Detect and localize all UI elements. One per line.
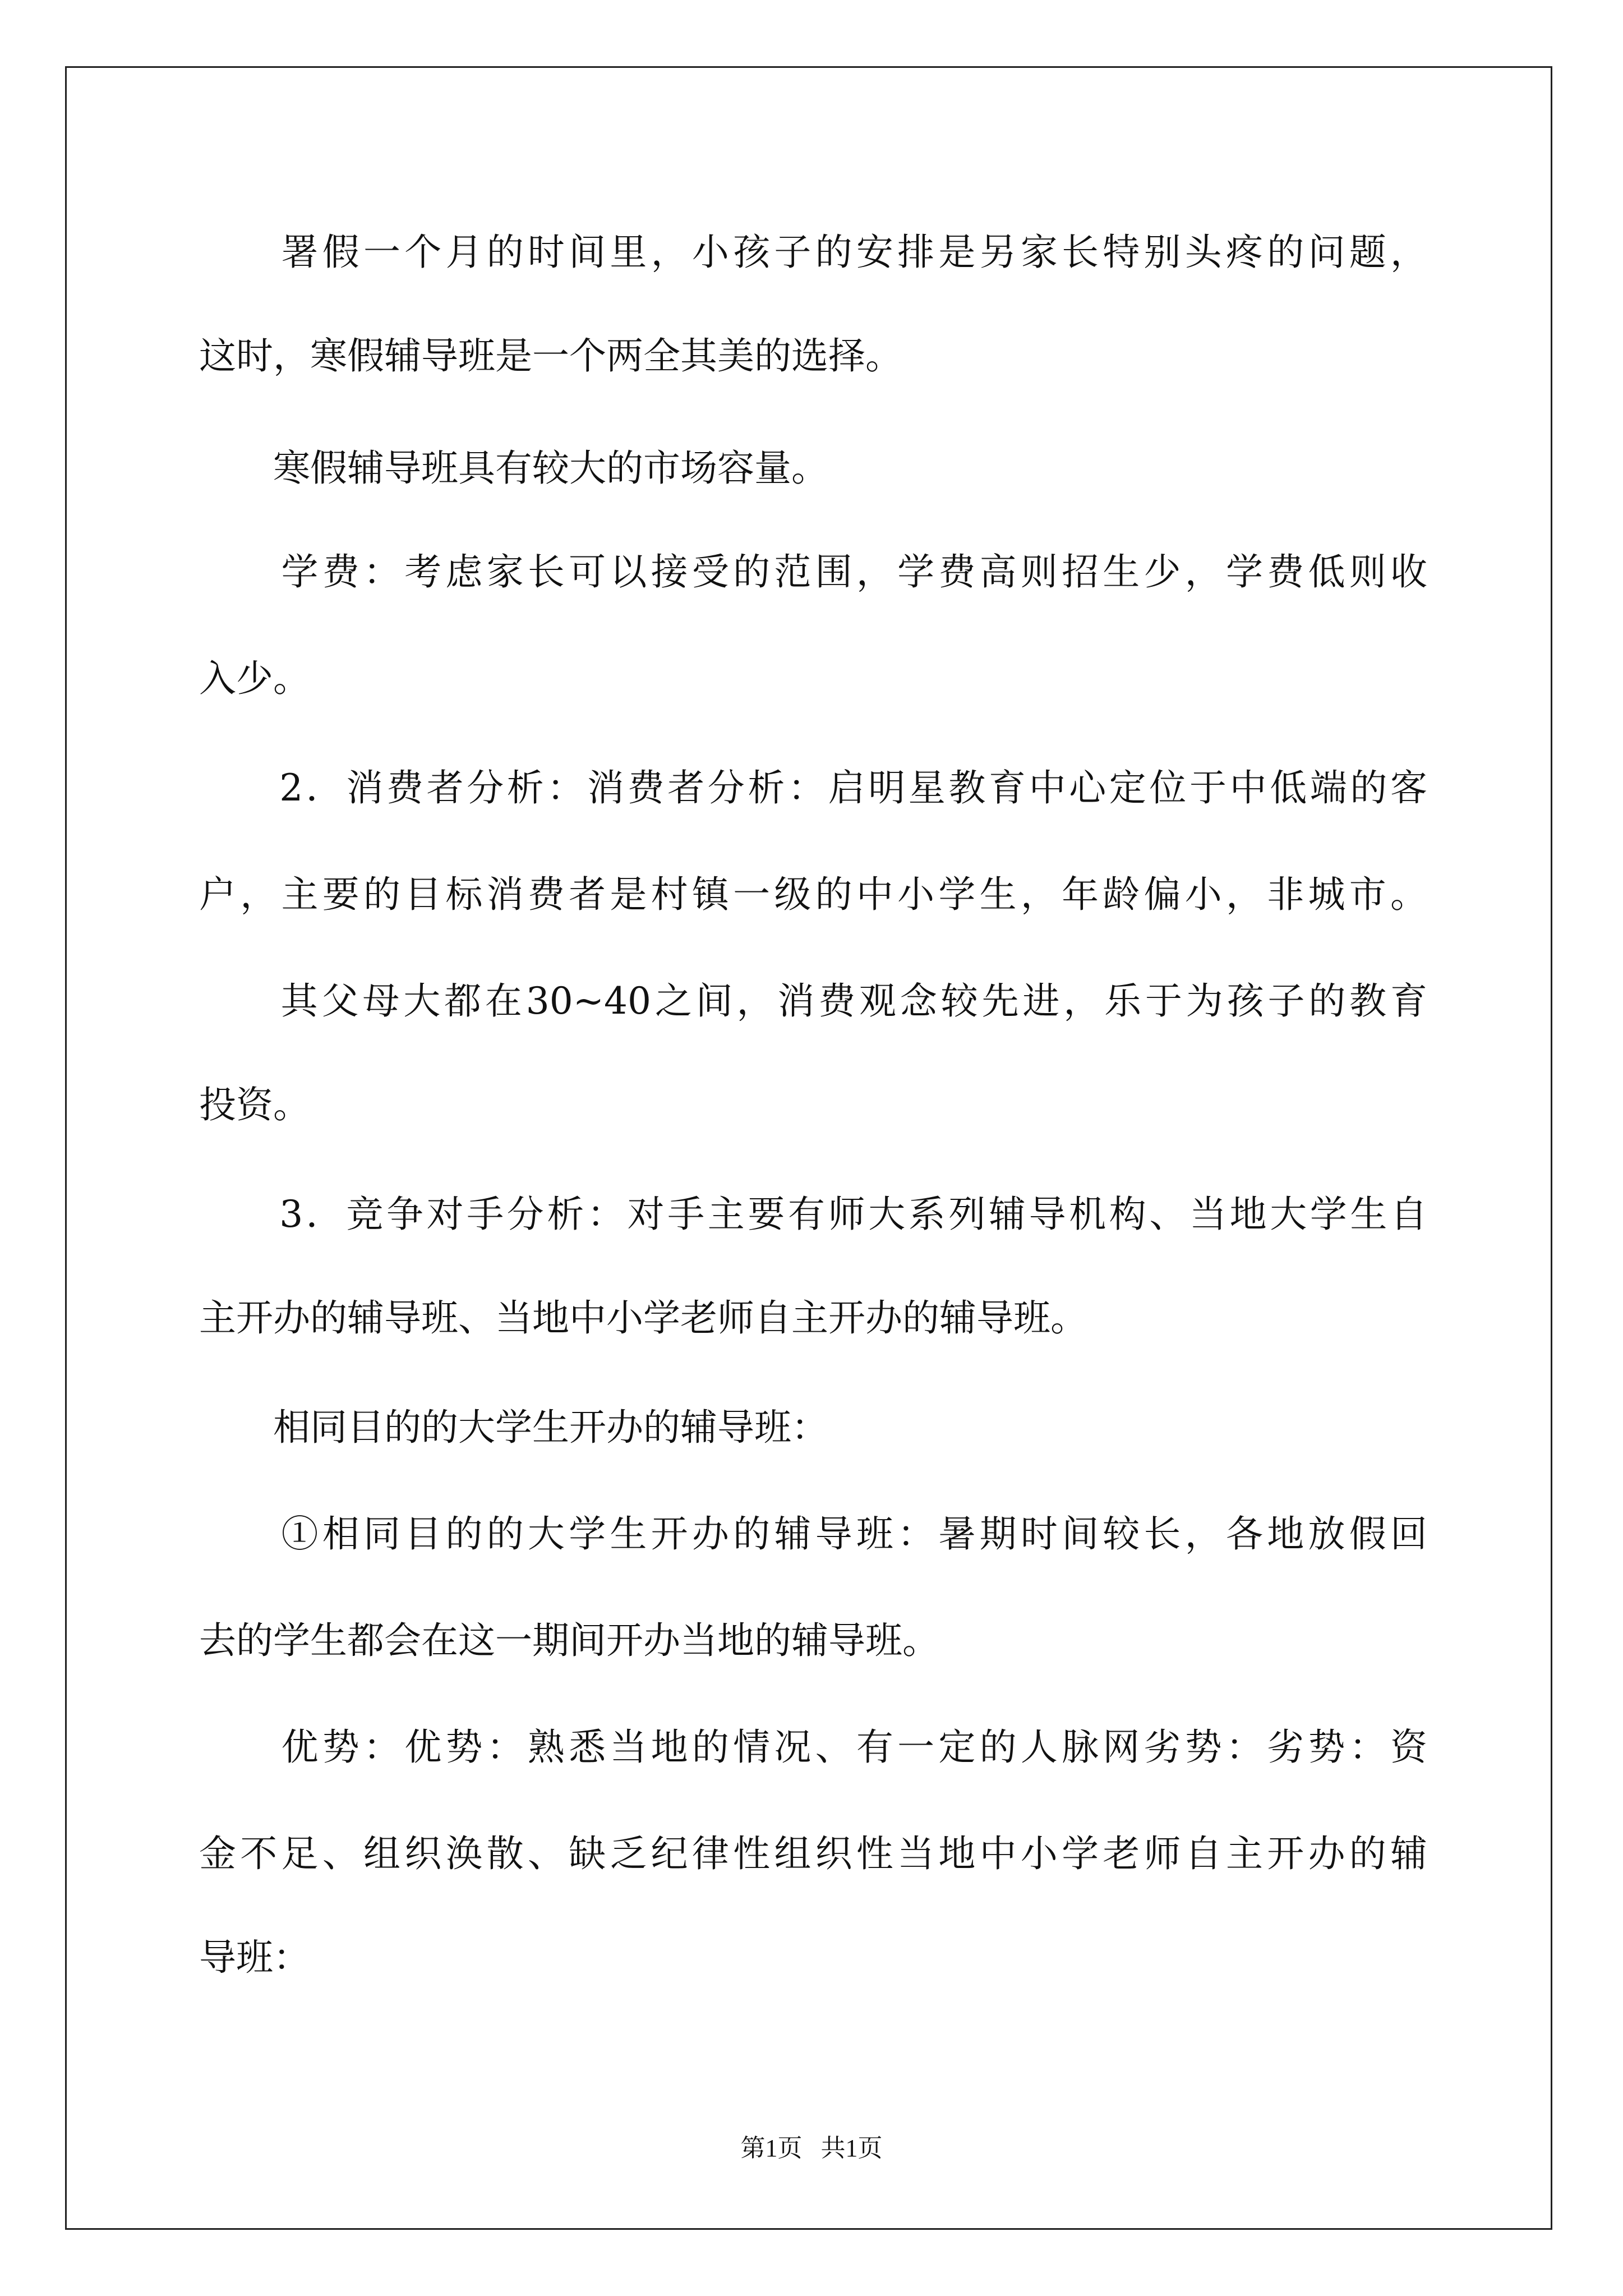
text-line: 学费：考虑家长可以接受的范围，学费高则招生少，学费低则收 <box>199 550 1427 593</box>
text-line: 导班： <box>199 1936 310 1979</box>
text-line: ①相同目的的大学生开办的辅导班：暑期时间较长，各地放假回 <box>199 1512 1427 1556</box>
text-line: 这时，寒假辅导班是一个两全其美的选择。 <box>199 334 902 378</box>
text-line: 2．消费者分析：消费者分析：启明星教育中心定位于中低端的客 <box>199 766 1427 809</box>
text-line: 相同目的的大学生开办的辅导班： <box>199 1406 828 1449</box>
page-number-footer: 第1页 共1页 <box>740 2134 883 2162</box>
text-line: 户，主要的目标消费者是村镇一级的中小学生，年龄偏小，非城市。 <box>199 873 1427 916</box>
text-line: 去的学生都会在这一期间开办当地的辅导班。 <box>199 1619 939 1662</box>
text-line: 金不足、组织涣散、缺乏纪律性组织性当地中小学老师自主开办的辅 <box>199 1832 1427 1875</box>
text-line: 3．竞争对手分析：对手主要有师大系列辅导机构、当地大学生自 <box>199 1193 1427 1236</box>
text-line: 署假一个月的时间里，小孩子的安排是另家长特别头疼的问题， <box>199 231 1427 274</box>
text-line: 寒假辅导班具有较大的市场容量。 <box>199 447 828 490</box>
page-border <box>65 66 1552 2230</box>
text-line: 优势：优势：熟悉当地的情况、有一定的人脉网劣势：劣势：资 <box>199 1726 1427 1769</box>
text-line: 入少。 <box>199 657 310 700</box>
text-line: 投资。 <box>199 1083 310 1126</box>
text-line: 其父母大都在30~40之间，消费观念较先进，乐于为孩子的教育 <box>199 979 1427 1023</box>
text-line: 主开办的辅导班、当地中小学老师自主开办的辅导班。 <box>199 1296 1087 1340</box>
